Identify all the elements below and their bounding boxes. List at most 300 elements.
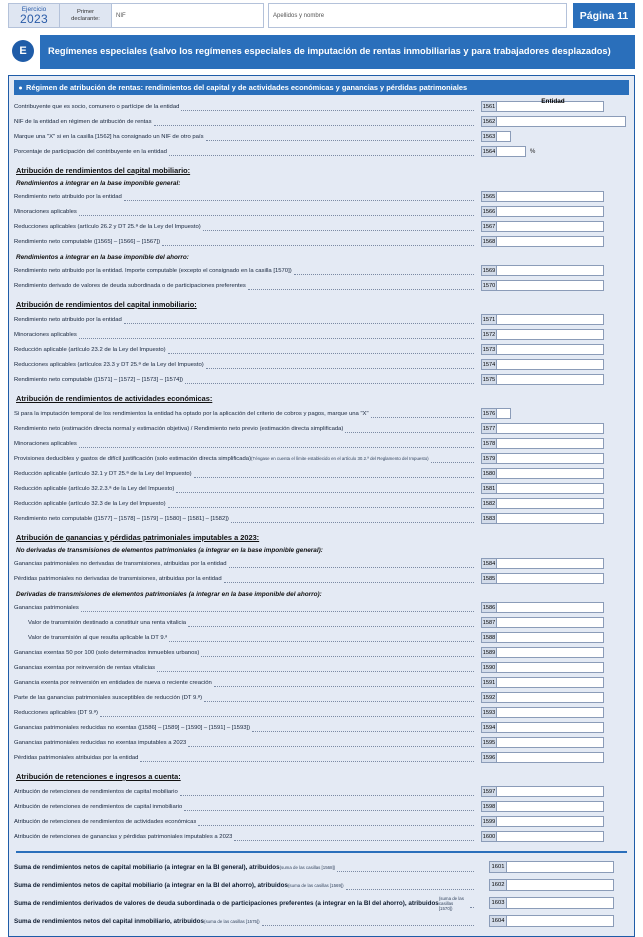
group-subheading: Derivadas de transmisiones de elementos patrimoniales (a integrar en la base imponible del ahorro): — [16, 591, 322, 598]
form-field-1591[interactable] — [481, 677, 604, 688]
form-row-label: Ganancias exentas 50 por 100 (solo determinados inmuebles urbanos) — [14, 649, 200, 656]
box-input[interactable] — [496, 573, 604, 584]
form-row-label: Reducción aplicable (artículo 32.2.3.ª de la Ley del Impuesto) — [14, 485, 175, 492]
leader-dots — [231, 515, 474, 523]
leader-dots — [206, 133, 474, 141]
summary-row — [14, 876, 629, 894]
leader-dots — [294, 267, 474, 275]
box-input[interactable] — [496, 314, 604, 325]
form-row-label: Rendimiento neto computable ([1577] – [1578] – [1579] – [1580] – [1581] – [1582]) — [14, 515, 229, 522]
form-row-fineprint: (suma de las casillas [1570]) — [438, 895, 464, 911]
form-field-1576[interactable] — [481, 408, 511, 419]
form-field-1568[interactable] — [481, 236, 604, 247]
form-row-label: Reducción aplicable (artículo 32.1 y DT 25.ª de la Ley del Impuesto) — [14, 470, 192, 477]
page-badge-label: Página 11 — [579, 9, 629, 22]
box-input[interactable] — [496, 632, 604, 643]
leader-dots — [224, 575, 474, 583]
box-number: 1574 — [481, 359, 496, 370]
form-row-label: Contribuyente que es socio, comunero o partícipe de la entidad — [14, 103, 180, 110]
subsection-banner: Régimen de atribución de rentas: rendimientos del capital y de actividades económicas y ganancias y pérdidas patrimoniales — [14, 80, 629, 95]
form-row — [14, 466, 629, 481]
box-input[interactable] — [496, 359, 604, 370]
box-number: 1581 — [481, 483, 496, 494]
form-row-label: Valor de transmisión destinado a constituir una renta vitalicia — [28, 619, 187, 626]
declarante-label-line2: declarante: — [71, 15, 100, 22]
section-title: Regímenes especiales (salvo los regímenes especiales de imputación de rentas inmobiliarias y para trabajadores desplazados) — [48, 46, 611, 57]
form-row — [14, 372, 629, 387]
box-number: 1586 — [481, 602, 496, 613]
form-row-label: Reducción aplicable (artículo 23.2 de la Ley del Impuesto) — [14, 346, 166, 353]
box-input[interactable] — [496, 816, 604, 827]
tax-form-page — [0, 3, 643, 925]
box-input[interactable] — [496, 831, 604, 842]
form-field-1597[interactable] — [481, 786, 604, 797]
leader-dots — [345, 425, 474, 433]
leader-dots — [176, 485, 474, 493]
box-input[interactable] — [496, 116, 626, 127]
identification-bar — [8, 3, 635, 28]
box-input[interactable] — [496, 722, 604, 733]
box-number: 1565 — [481, 191, 496, 202]
box-input[interactable] — [496, 707, 604, 718]
form-row-label: Rendimiento neto atribuido por la entidad — [14, 193, 122, 200]
box-number: 1598 — [481, 801, 496, 812]
percent-symbol: % — [530, 148, 536, 155]
form-row-label: Rendimiento neto computable ([1565] – [1566] – [1567]) — [14, 238, 161, 245]
form-field-1585[interactable] — [481, 573, 604, 584]
nombre-input[interactable] — [268, 3, 567, 28]
box-input[interactable] — [496, 344, 604, 355]
box-number: 1568 — [481, 236, 496, 247]
leader-dots — [184, 803, 474, 811]
form-row — [14, 556, 629, 571]
box-input[interactable] — [496, 801, 604, 812]
form-row-fineprint: (Téngase en cuenta el límite establecido en el artículo 30.2.ª del Reglamento del Impuesto) — [251, 456, 429, 461]
form-row-label: Ganancias exentas por reinversión de rentas vitalicias — [14, 664, 156, 671]
box-input[interactable] — [506, 879, 614, 891]
form-row-label: Parte de las ganancias patrimoniales susceptibles de reducción (DT 9.ª) — [14, 694, 203, 701]
form-row-label: Rendimiento neto atribuido por la entidad. Importe computable (excepto el consignado en la casilla [1570]) — [14, 267, 292, 274]
form-row — [14, 406, 629, 421]
leader-dots — [188, 739, 474, 747]
form-row — [14, 234, 629, 249]
leader-dots — [248, 282, 474, 290]
box-input[interactable] — [496, 662, 604, 673]
form-field-1580[interactable] — [481, 468, 604, 479]
form-row-label: Suma de rendimientos netos de capital mobiliario (a integrar en la BI del ahorro), atribuidos — [14, 881, 288, 889]
form-row-label: Suma de rendimientos netos del capital inmobiliario, atribuidos — [14, 917, 204, 925]
form-row — [14, 496, 629, 511]
box-number: 1593 — [481, 707, 496, 718]
form-field-1574[interactable] — [481, 359, 604, 370]
form-row-label: Marque una "X" si en la casilla [1562] ha consignado un NIF de otro país — [14, 133, 204, 140]
box-number: 1562 — [481, 116, 496, 127]
box-input[interactable] — [506, 897, 614, 909]
summary-row — [14, 858, 629, 876]
box-number: 1570 — [481, 280, 496, 291]
form-field-1595[interactable] — [481, 737, 604, 748]
form-row-label: Ganancias patrimoniales — [14, 604, 79, 611]
box-input[interactable] — [496, 498, 604, 509]
box-number: 1572 — [481, 329, 496, 340]
box-number: 1592 — [481, 692, 496, 703]
group-subheading: Rendimientos a integrar en la base imponible general: — [16, 180, 181, 187]
form-row — [14, 421, 629, 436]
box-number: 1575 — [481, 374, 496, 385]
form-row-label: Ganancia exenta por reinversión en entidades de nueva o reciente creación — [14, 679, 212, 686]
box-input[interactable] — [496, 737, 604, 748]
form-field-1598[interactable] — [481, 801, 604, 812]
box-number: 1571 — [481, 314, 496, 325]
form-row — [14, 814, 629, 829]
form-row — [14, 645, 629, 660]
form-field-1582[interactable] — [481, 498, 604, 509]
leader-dots — [124, 193, 474, 201]
box-input[interactable] — [496, 483, 604, 494]
box-number: 1597 — [481, 786, 496, 797]
box-number: 1595 — [481, 737, 496, 748]
form-row-label: Reducciones aplicables (artículo 26.2 y DT 25.ª de la Ley del Impuesto) — [14, 223, 201, 230]
form-field-1587[interactable] — [481, 617, 604, 628]
form-field-1562[interactable] — [481, 116, 626, 127]
block-heading: Atribución de retenciones e ingresos a cuenta: — [16, 772, 181, 781]
form-field-1590[interactable] — [481, 662, 604, 673]
block-heading: Atribución de ganancias y pérdidas patrimoniales imputables a 2023: — [16, 533, 260, 542]
form-row — [14, 263, 629, 278]
box-number: 1567 — [481, 221, 496, 232]
box-input[interactable] — [496, 236, 604, 247]
form-row-label: NIF de la entidad en régimen de atribución de rentas — [14, 118, 152, 125]
box-number: 1590 — [481, 662, 496, 673]
box-input[interactable] — [496, 558, 604, 569]
form-field-1599[interactable] — [481, 816, 604, 827]
form-row — [14, 829, 629, 844]
box-input[interactable] — [496, 131, 511, 142]
box-number: 1601 — [489, 861, 506, 873]
box-number: 1599 — [481, 816, 496, 827]
form-row — [14, 312, 629, 327]
form-row-label: Atribución de retenciones de rendimientos de actividades económicas — [14, 818, 197, 825]
form-row — [14, 342, 629, 357]
form-row-label: Ganancias patrimoniales no derivadas de transmisiones, atribuidas por la entidad — [14, 560, 227, 567]
summary-row — [14, 912, 629, 930]
box-input[interactable] — [496, 602, 604, 613]
form-row — [14, 278, 629, 293]
form-row-fineprint: (suma de las casillas [1569]) — [287, 882, 344, 888]
form-row — [14, 784, 629, 799]
leader-dots — [198, 818, 474, 826]
form-row-label: Minoraciones aplicables — [14, 208, 77, 215]
nombre-placeholder: Apellidos y nombre — [273, 12, 325, 19]
form-field-1596[interactable] — [481, 752, 604, 763]
leader-dots — [180, 788, 474, 796]
box-number: 1578 — [481, 438, 496, 449]
form-body — [8, 75, 635, 937]
form-row-label: Si para la imputación temporal de los rendimientos la entidad ha optado por la aplicación del criterio de cobros y pagos, marque una "X" — [14, 410, 369, 417]
form-field-1593[interactable] — [481, 707, 604, 718]
box-number: 1561 — [481, 101, 496, 112]
form-row — [14, 735, 629, 750]
box-number: 1591 — [481, 677, 496, 688]
form-field-1565[interactable] — [481, 191, 604, 202]
section-banner — [8, 35, 635, 69]
box-input[interactable] — [496, 617, 604, 628]
leader-dots — [157, 664, 474, 672]
box-input[interactable] — [496, 453, 604, 464]
leader-dots — [206, 361, 474, 369]
form-row — [14, 675, 629, 690]
form-field-1602[interactable] — [489, 879, 614, 891]
leader-dots — [234, 833, 474, 841]
form-row-label: Suma de rendimientos derivados de valores de deuda subordinada o de participaciones preferentes (a integrar en la BI del ahorro), atribuidos — [14, 899, 439, 907]
form-row — [14, 705, 629, 720]
form-row — [14, 436, 629, 451]
ejercicio-block — [8, 3, 60, 28]
box-input[interactable] — [496, 438, 604, 449]
entity-rows — [14, 99, 629, 159]
leader-dots — [100, 709, 474, 717]
form-field-1594[interactable] — [481, 722, 604, 733]
group-subheading: No derivadas de transmisiones de elementos patrimoniales (a integrar en la base imponible general): — [16, 547, 323, 554]
form-field-1564[interactable] — [481, 146, 526, 157]
declarante-label-line1: Primer — [76, 8, 95, 15]
leader-dots — [214, 679, 474, 687]
leader-dots — [79, 331, 474, 339]
form-row-label: Rendimiento neto atribuido por la entidad — [14, 316, 122, 323]
box-number: 1563 — [481, 131, 496, 142]
leader-dots — [188, 619, 474, 627]
box-number: 1594 — [481, 722, 496, 733]
box-input[interactable] — [496, 513, 604, 524]
form-field-1577[interactable] — [481, 423, 604, 434]
form-field-1588[interactable] — [481, 632, 604, 643]
box-input[interactable] — [496, 146, 526, 157]
form-field-1584[interactable] — [481, 558, 604, 569]
form-field-1601[interactable] — [489, 861, 614, 873]
box-input[interactable] — [496, 786, 604, 797]
leader-dots — [169, 634, 474, 642]
form-row — [14, 357, 629, 372]
box-input[interactable] — [506, 915, 614, 927]
leader-dots — [79, 440, 474, 448]
form-row — [14, 451, 629, 466]
box-input[interactable] — [496, 280, 604, 291]
form-row-label: Ganancias patrimoniales reducidas no exentas ([1586] – [1589] – [1590] – [1591] – [1593]) — [14, 724, 251, 731]
box-number: 1582 — [481, 498, 496, 509]
leader-dots — [140, 754, 474, 762]
form-row-label: Ganancias patrimoniales reducidas no exentas imputables a 2023 — [14, 739, 187, 746]
form-row — [14, 750, 629, 765]
form-field-1571[interactable] — [481, 314, 604, 325]
leader-dots — [194, 470, 474, 478]
box-number: 1580 — [481, 468, 496, 479]
form-field-1572[interactable] — [481, 329, 604, 340]
form-row — [14, 481, 629, 496]
box-input[interactable] — [496, 647, 604, 658]
form-row-label: Suma de rendimientos netos de capital mobiliario (a integrar en la BI general), atribuidos — [14, 863, 280, 871]
leader-dots — [181, 103, 474, 111]
form-row-label: Atribución de retenciones de rendimientos de capital mobiliario — [14, 788, 178, 795]
form-row-label: Atribución de retenciones de ganancias y pérdidas patrimoniales imputables a 2023 — [14, 833, 233, 840]
form-row-label: Minoraciones aplicables — [14, 331, 77, 338]
declarante-label-block — [60, 3, 112, 28]
form-field-1563[interactable] — [481, 131, 511, 142]
form-field-1567[interactable] — [481, 221, 604, 232]
box-input[interactable] — [496, 329, 604, 340]
form-field-1578[interactable] — [481, 438, 604, 449]
box-number: 1569 — [481, 265, 496, 276]
form-field-1603[interactable] — [489, 897, 614, 909]
form-row-label: Pérdidas patrimoniales atribuidas por la entidad — [14, 754, 139, 761]
leader-dots — [79, 208, 474, 216]
leader-dots — [346, 881, 474, 890]
leader-dots — [337, 863, 474, 872]
form-row — [14, 799, 629, 814]
ejercicio-year: 2023 — [20, 12, 48, 26]
form-field-1579[interactable] — [481, 453, 604, 464]
leader-dots — [154, 118, 474, 126]
form-row — [14, 690, 629, 705]
summary-rows — [14, 858, 629, 930]
form-row — [14, 660, 629, 675]
leader-dots — [169, 148, 474, 156]
form-field-1592[interactable] — [481, 692, 604, 703]
box-number: 1573 — [481, 344, 496, 355]
box-number: 1566 — [481, 206, 496, 217]
form-row-label: Minoraciones aplicables — [14, 440, 77, 447]
form-field-1600[interactable] — [481, 831, 604, 842]
summary-row — [14, 894, 629, 912]
page-badge — [573, 3, 635, 28]
form-row-fineprint: (suma de las casillas [1575]) — [204, 918, 260, 924]
form-row — [14, 511, 629, 526]
form-field-1604[interactable] — [489, 915, 614, 927]
box-number: 1589 — [481, 647, 496, 658]
leader-dots — [252, 724, 474, 732]
box-number: 1588 — [481, 632, 496, 643]
form-row — [14, 129, 629, 144]
form-row-label: Porcentaje de participación del contribuyente en la entidad — [14, 148, 167, 155]
box-number: 1603 — [489, 897, 506, 909]
form-row-label: Reducciones aplicables (DT 9.ª) — [14, 709, 98, 716]
nif-placeholder: NIF — [116, 12, 126, 19]
form-field-1573[interactable] — [481, 344, 604, 355]
form-row-label: Rendimiento neto (estimación directa normal y estimación objetiva) / Rendimiento neto previo (estimación directa simplificada) — [14, 425, 344, 432]
leader-dots — [185, 376, 474, 384]
form-field-1586[interactable] — [481, 602, 604, 613]
leader-dots — [262, 917, 474, 926]
box-input[interactable] — [496, 265, 604, 276]
box-input[interactable] — [506, 861, 614, 873]
leader-dots — [229, 560, 474, 568]
form-row — [14, 114, 629, 129]
form-row — [14, 189, 629, 204]
leader-dots — [162, 238, 474, 246]
box-number: 1583 — [481, 513, 496, 524]
form-field-1569[interactable] — [481, 265, 604, 276]
form-row — [14, 720, 629, 735]
box-input[interactable] — [496, 677, 604, 688]
form-row-label: Reducciones aplicables (artículos 23.3 y DT 25.ª de la Ley del Impuesto) — [14, 361, 204, 368]
section-divider — [16, 851, 627, 853]
leader-dots — [124, 316, 474, 324]
form-field-1575[interactable] — [481, 374, 604, 385]
leader-dots — [431, 455, 474, 463]
form-field-1589[interactable] — [481, 647, 604, 658]
box-number: 1564 — [481, 146, 496, 157]
box-input[interactable] — [496, 221, 604, 232]
box-number: 1600 — [481, 831, 496, 842]
form-row — [14, 204, 629, 219]
form-row — [14, 571, 629, 586]
form-field-1570[interactable] — [481, 280, 604, 291]
block-heading: Atribución de rendimientos del capital inmobiliario: — [16, 300, 197, 309]
form-row-label: Valor de transmisión al que resulta aplicable la DT 9.ª — [28, 634, 168, 641]
block-heading: Atribución de rendimientos de actividades económicas: — [16, 394, 213, 403]
box-number: 1585 — [481, 573, 496, 584]
form-row — [14, 615, 629, 630]
box-number: 1596 — [481, 752, 496, 763]
form-field-1581[interactable] — [481, 483, 604, 494]
box-input[interactable] — [496, 423, 604, 434]
box-number: 1587 — [481, 617, 496, 628]
box-number: 1604 — [489, 915, 506, 927]
form-row-label: Rendimiento neto computable ([1571] – [1572] – [1573] – [1574]) — [14, 376, 183, 383]
box-number: 1584 — [481, 558, 496, 569]
box-input[interactable] — [496, 692, 604, 703]
form-field-1583[interactable] — [481, 513, 604, 524]
box-input[interactable] — [496, 752, 604, 763]
section-letter-badge: E — [12, 40, 34, 62]
box-input[interactable] — [496, 374, 604, 385]
leader-dots — [203, 223, 474, 231]
form-row-fineprint: (suma de las casillas [1568]) — [279, 864, 336, 870]
form-row — [14, 630, 629, 645]
box-input[interactable] — [496, 206, 604, 217]
box-number: 1576 — [481, 408, 496, 419]
form-row — [14, 327, 629, 342]
form-field-1566[interactable] — [481, 206, 604, 217]
form-row — [14, 144, 629, 159]
form-blocks — [14, 166, 629, 844]
leader-dots — [81, 604, 474, 612]
block-heading: Atribución de rendimientos del capital mobiliario: — [16, 166, 191, 175]
leader-dots — [201, 649, 474, 657]
leader-dots — [470, 899, 474, 908]
form-row-label: Pérdidas patrimoniales no derivadas de transmisiones, atribuidas por la entidad — [14, 575, 222, 582]
form-row-label: Reducción aplicable (artículo 32.3 de la Ley del Impuesto) — [14, 500, 166, 507]
box-input[interactable] — [496, 191, 604, 202]
form-row — [14, 219, 629, 234]
box-number: 1579 — [481, 453, 496, 464]
box-number: 1577 — [481, 423, 496, 434]
leader-dots — [371, 410, 474, 418]
nif-input[interactable] — [112, 3, 264, 28]
group-subheading: Rendimientos a integrar en la base imponible del ahorro: — [16, 254, 189, 261]
ejercicio-label: Ejercicio — [21, 6, 47, 13]
box-number: 1602 — [489, 879, 506, 891]
leader-dots — [168, 500, 474, 508]
box-input[interactable] — [496, 408, 511, 419]
leader-dots — [204, 694, 474, 702]
box-input[interactable] — [496, 468, 604, 479]
column-header-entidad: Entidad — [541, 98, 565, 105]
form-row-label: Atribución de retenciones de rendimientos de capital inmobiliario — [14, 803, 183, 810]
form-row — [14, 600, 629, 615]
section-title-bar — [40, 35, 635, 69]
leader-dots — [168, 346, 474, 354]
form-row-label: Rendimiento derivado de valores de deuda subordinada o de participaciones preferentes — [14, 282, 246, 289]
